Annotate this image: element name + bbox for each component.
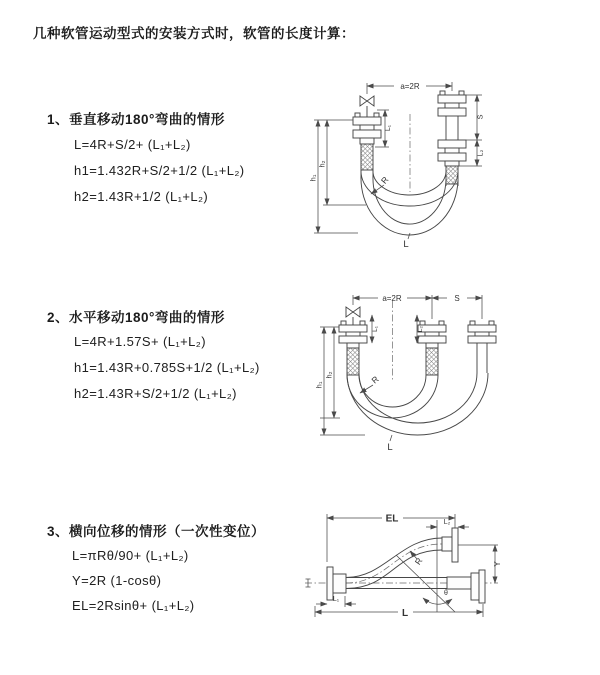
displaced-end-fitting: [442, 528, 458, 562]
braid-section: [347, 348, 359, 375]
right-end-fitting: [438, 91, 466, 184]
dim-label-h1: h₁: [308, 174, 318, 182]
formula-line: h2=1.43R+1/2 (L₁+L₂): [74, 189, 209, 204]
dim-label-r: R: [412, 555, 425, 567]
valve-icon: [346, 307, 360, 317]
braid-section: [361, 144, 373, 170]
formula-line: h1=1.432R+S/2+1/2 (L₁+L₂): [74, 163, 245, 178]
diagram-lateral-displacement-hose: [300, 500, 515, 635]
dim-label-a2r: a=2R: [382, 294, 402, 303]
dim-label-l1: L₁: [332, 596, 340, 603]
formula-line: L=4R+1.57S+ (L₁+L₂): [74, 334, 206, 349]
section2-heading: 2、水平移动180°弯曲的情形: [47, 310, 225, 325]
dim-label-a2r: a=2R: [400, 82, 420, 91]
formula-line: EL=2Rsinθ+ (L₁+L₂): [72, 598, 195, 613]
hose-loops: [361, 170, 458, 235]
left-end-fitting: [353, 96, 381, 170]
formula-line: L=4R+S/2+ (L₁+L₂): [74, 137, 191, 152]
right-end-fitting: [447, 570, 485, 603]
section1-heading: 1、垂直移动180°弯曲的情形: [47, 112, 225, 127]
braid-section: [446, 166, 458, 184]
formula-line: L=πRθ/90+ (L₁+L₂): [72, 548, 189, 563]
dim-label-l2: L₂: [417, 325, 424, 333]
dim-label-l1: L₁: [372, 326, 379, 332]
dim-label-h1: h₁: [314, 381, 324, 389]
dim-label-l: L: [403, 239, 409, 250]
dim-label-l1: L₁: [385, 124, 392, 132]
formula-line: h2=1.43R+S/2+1/2 (L₁+L₂): [74, 386, 237, 401]
dim-label-h2: h₂: [317, 160, 327, 168]
diagram-vertical-travel-hose: [300, 70, 590, 260]
right-position-fitting: [468, 321, 496, 373]
angle-construction: [396, 520, 455, 612]
dim-label-theta: θ: [444, 590, 448, 597]
dimensions: [320, 295, 482, 441]
hose-loops: [347, 373, 488, 435]
dim-label-s: S: [475, 114, 485, 120]
dim-label-l2: L₂: [443, 519, 451, 526]
valve-icon: [360, 96, 374, 106]
hose-displaced-position: [346, 538, 442, 589]
page-title: 几种软管运动型式的安装方式时，软管的长度计算：: [33, 26, 355, 41]
dim-label-r: R: [378, 174, 391, 186]
left-end-fitting: [339, 307, 367, 375]
formula-line: h1=1.43R+0.785S+1/2 (L₁+L₂): [74, 360, 260, 375]
dim-label-y: Y: [493, 561, 502, 567]
formula-line: Y=2R (1-cosθ): [72, 573, 162, 588]
diagram-horizontal-travel-hose: [310, 285, 600, 460]
dim-label-l2: L₂: [477, 149, 485, 157]
dim-label-l: L: [401, 608, 409, 619]
dim-label-el: EL: [385, 513, 399, 525]
braid-section: [426, 348, 438, 375]
dim-label-l: L: [387, 442, 393, 453]
dim-label-r: R: [369, 373, 381, 386]
dim-label-h2: h₂: [324, 371, 334, 379]
dim-label-s: S: [454, 294, 460, 303]
section3-heading: 3、横向位移的情形（一次性变位）: [47, 524, 266, 539]
